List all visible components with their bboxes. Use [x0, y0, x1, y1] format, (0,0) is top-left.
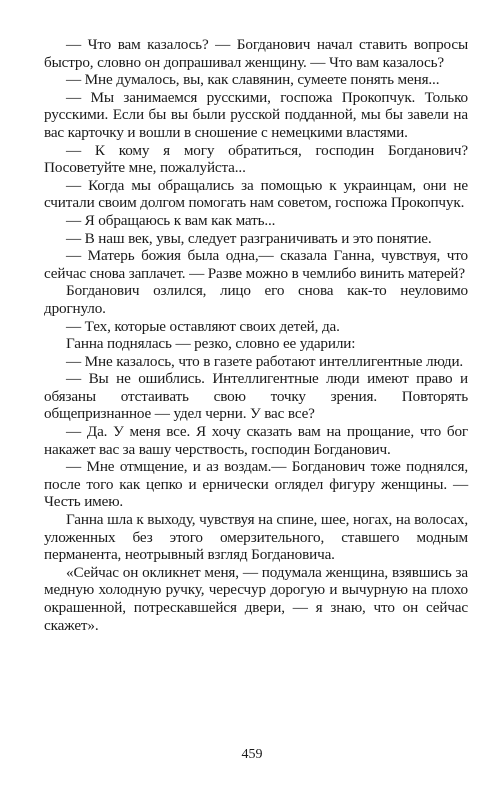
paragraph: — Матерь божия была одна,— сказала Ганна, чувствуя, что сейчас снова заплачет. — Разве можно в чемлибо винить матерей? — [44, 247, 468, 282]
paragraph: — В наш век, увы, следует разграничивать и это понятие. — [66, 229, 432, 247]
paragraph: — Мы занимаемся русскими, госпожа Прокопчук. Только русскими. Если бы вы были русской подданной, мы бы завели на вас карточку и вошли в сношение с немецкими властями. — [44, 88, 468, 141]
paragraph: Богданович озлился, лицо его снова как-то неуловимо дрогнуло. — [44, 282, 468, 317]
paragraph: — К кому я могу обратиться, господин Богданович? Посоветуйте мне, пожалуйста... — [44, 141, 468, 177]
paragraph: — Мне думалось, вы, как славянин, сумеете понять меня... — [66, 71, 440, 89]
paragraph: Ганна поднялась — резко, словно ее ударили: — [66, 335, 356, 353]
paragraph: — Что вам казалось? — Богданович начал ставить вопросы быстро, словно он допрашивал женщину. — Что вам казалось? — [44, 36, 468, 71]
paragraph: — Я обращаюсь к вам как мать... — [66, 211, 276, 229]
paragraph: — Когда мы обращались за помощью к украинцам, они не считали своим долгом помогать нам советом, госпожа Прокопчук. — [44, 176, 468, 212]
paragraph: — Да. У меня все. Я хочу сказать вам на прощание, что бог накажет вас за вашу черствость, господин Богданович. — [44, 423, 468, 458]
page-body — [44, 36, 468, 634]
paragraph: — Вы не ошиблись. Интеллигентные люди имеют право и обязаны отстаивать свою точку зрения. Повторять общепризнанное — удел черни. У вас все? — [44, 370, 468, 423]
page-number: 459 — [241, 747, 263, 762]
paragraph: «Сейчас он окликнет меня, — подумала женщина, взявшись за медную холодную ручку, чересчур дорогую и вычурную на плохо окрашенной, потрескавшейся двери, — я знаю, что он сейчас скажет». — [44, 563, 468, 634]
paragraph: — Мне казалось, что в газете работают интеллигентные люди. — [66, 352, 464, 370]
paragraph: — Мне отмщение, и аз воздам.— Богданович тоже поднялся, после того как цепко и ернически оглядел фигуру женщины. — Честь имею. — [44, 458, 468, 511]
paragraph: Ганна шла к выходу, чувствуя на спине, шее, ногах, на волосах, уложенных без этого омерзительного, ставшего модным перманента, неотрывный взгляд Богдановича. — [44, 511, 468, 564]
paragraph: — Тех, которые оставляют своих детей, да. — [66, 317, 340, 335]
